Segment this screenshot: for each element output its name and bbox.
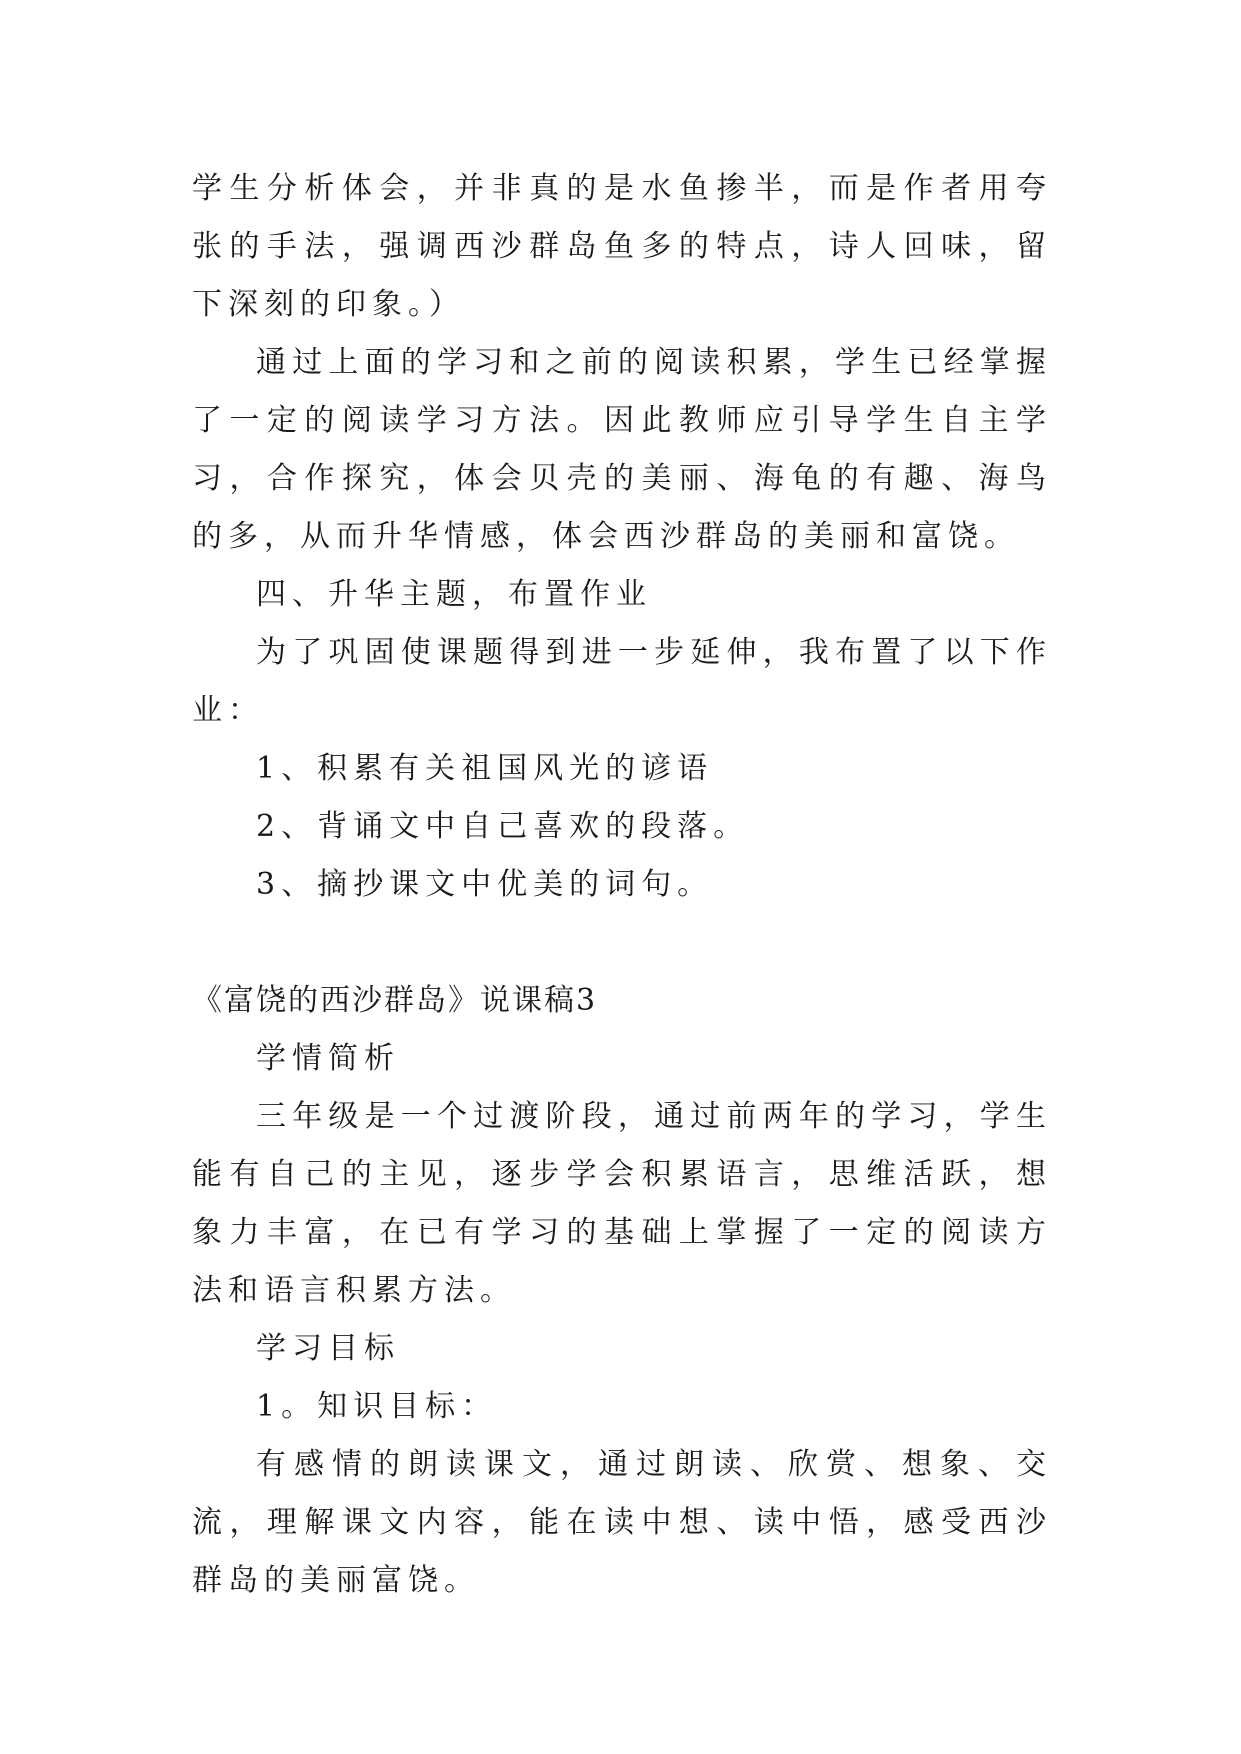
list-item-homework-3: 3、摘抄课文中优美的词句。 xyxy=(256,867,714,902)
paragraph-homework-intro: 为了巩固使课题得到进一步延伸，我布置了以下作业： xyxy=(192,635,1052,728)
paragraph-reading-method: 通过上面的学习和之前的阅读积累，学生已经掌握了一定的阅读学习方法。因此教师应引导学生自主学习，合作探究，体会贝壳的美丽、海龟的有趣、海鸟的多，从而升华情感，体会西沙群岛的美丽和富饶。 xyxy=(192,345,1052,554)
subheading-knowledge-goal: 1。知识目标： xyxy=(256,1389,498,1424)
document-body xyxy=(192,160,1052,1610)
paragraph-student-analysis: 三年级是一个过渡阶段，通过前两年的学习，学生能有自己的主见，逐步学会积累语言，思维活跃，想象力丰富，在已有学习的基础上掌握了一定的阅读方法和语言积累方法。 xyxy=(192,1099,1052,1308)
subheading-learning-goals: 学习目标 xyxy=(256,1331,400,1366)
paragraph-fish-analysis: 学生分析体会，并非真的是水鱼掺半，而是作者用夸张的手法，强调西沙群岛鱼多的特点，诗人回味，留下深刻的印象。） xyxy=(192,171,1052,322)
paragraph-knowledge-goal: 有感情的朗读课文，通过朗读、欣赏、想象、交流，理解课文内容，能在读中想、读中悟，感受西沙群岛的美丽富饶。 xyxy=(192,1447,1052,1598)
section-title: 《富饶的西沙群岛》说课稿3 xyxy=(192,983,598,1018)
section-spacer xyxy=(192,914,1052,972)
list-item-homework-1: 1、积累有关祖国风光的谚语 xyxy=(256,751,714,786)
subheading-student-analysis: 学情简析 xyxy=(256,1041,400,1076)
section-heading-homework: 四、升华主题，布置作业 xyxy=(256,577,652,612)
list-item-homework-2: 2、背诵文中自己喜欢的段落。 xyxy=(256,809,750,844)
